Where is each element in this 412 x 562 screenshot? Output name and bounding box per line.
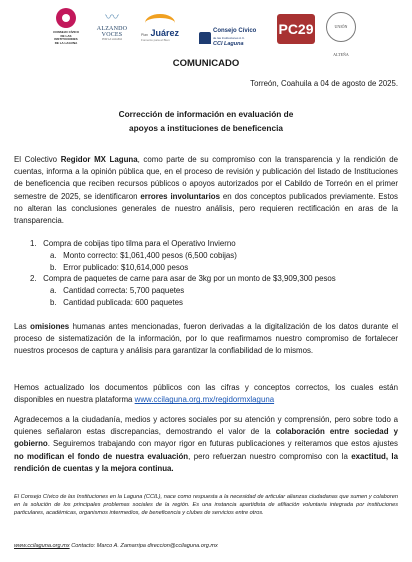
date-line: Torreón, Coahuila a 04 de agosto de 2025.	[250, 79, 398, 88]
list-item: 2. Compra de paquetes de carne para asar de 3kg por un monto de $3,909,300 pesos	[30, 274, 336, 284]
consejo-line3: CCI Laguna	[213, 41, 244, 48]
list-item: a. Monto correcto: $1,061,400 pesos (6,500 cobijas)	[50, 250, 237, 260]
list-item: 1. Compra de cobijas tipo tilma para el Operativo Invierno	[30, 239, 236, 248]
consejo-line2: de las Instituciones A.C.	[213, 35, 246, 40]
consejo-line1: Consejo Cívico	[213, 28, 257, 35]
ring-icon	[56, 8, 76, 28]
contact-text: Contacto: Marco A. Zamarripa direccion@ccilaguna.org.mx	[69, 543, 218, 549]
plan-juarez-text	[141, 28, 197, 38]
colaboracion-emphasis: colaboración entre sociedad y gobierno	[14, 427, 398, 449]
alzando-voces-name: ALZANDO VOCES	[96, 26, 128, 38]
cci-laguna-logo	[53, 8, 79, 48]
exactitud-emphasis: exactitud, la rendición de cuentas y la mejora continua.	[14, 451, 398, 473]
errores-emphasis: errores involuntarios	[140, 191, 221, 201]
plan-juarez-line1: Plan	[141, 33, 149, 37]
building-icon	[199, 32, 211, 44]
footer-contact	[14, 543, 218, 549]
cci-logo-text: CONSEJO CÍVICO DE LAS INSTITUCIONES DE LA LAGUNA	[53, 30, 79, 45]
plan-juarez-line2: Juárez	[150, 28, 180, 38]
consejo-civico-logo	[199, 18, 265, 58]
plan-juarez-logo	[141, 8, 197, 48]
list-item: b. Error publicado: $10,614,000 pesos	[50, 262, 189, 272]
union-altena-logo: UNIÓN ALTEÑA	[326, 12, 356, 42]
thanks-paragraph: Agradecemos a la ciudadanía, medios y actores sociales por su atención y comprensión, pero sobre todo a quienes señalaron estas discrepancias, demostrando el valor de la colaboración entre sociedad y gobierno. Seguiremos trabajando con mayor rigor en futuras publicaciones y reiteramos que estos ajustes no modifican el fondo de nuestra evaluación, pero refuerzan nuestro compromiso con la exactitud, la rendición de cuentas y la mejora continua.	[14, 415, 398, 473]
omisiones-emphasis: omisiones	[30, 322, 70, 331]
pc29-logo: PC29	[277, 14, 315, 44]
corrections-list	[30, 238, 390, 309]
subtitle-line-1: Corrección de información en evaluación de	[118, 109, 294, 119]
alzando-voces-sub: POR LA LAGUNA	[101, 38, 122, 41]
list-item: a. Cantidad correcta: 5,700 paquetes	[50, 286, 185, 296]
plan-juarez-sub: Fomento para el Bien	[141, 38, 170, 42]
update-paragraph: Hemos actualizado los documentos públicos con las cifras y conceptos correctos, los cuales están disponibles en nuestra plataforma www.ccilaguna.org.mx/regidormxlaguna	[14, 383, 398, 405]
colectivo-name: Regidor MX Laguna	[60, 155, 138, 164]
intro-paragraph: El Colectivo Regidor MX Laguna, como parte de su compromiso con la transparencia y la rendición de cuentas, informa a la opinión pública que, en el proceso de revisión y publicación del listado de Instituciones de beneficencia que reciben recursos públicos o apoyos autorizados por el Cabildo de Torreón en el primer semestre de 2025, se identificaron errores involuntarios en dos conceptos publicados previamente. Estos no alteran las conclusiones generales de nuestro análisis, pero requieren rectificación en aras de la transparencia.	[14, 155, 398, 226]
fondo-emphasis: no modifican el fondo de nuestra evaluación	[14, 451, 189, 461]
subtitle	[0, 108, 412, 135]
list-item: b. Cantidad publicada: 600 paquetes	[50, 297, 183, 307]
bird-icon: 〰	[105, 9, 119, 25]
platform-link[interactable]: www.ccilaguna.org.mx/regidormxlaguna	[134, 395, 275, 405]
page-title: COMUNICADO	[172, 58, 240, 69]
subtitle-line-2: apoyos a instituciones de beneficencia	[129, 122, 283, 133]
logo-strip	[0, 8, 412, 57]
footer-site-link[interactable]: www.ccilaguna.org.mx	[14, 543, 70, 549]
omisiones-paragraph: Las omisiones humanas antes mencionadas, fueron derivadas a la digitalización de los datos durante el proceso de sistematización de la información, por lo que reafirmamos nuestro compromiso de fortalecer nuestros procesos de captura y análisis para garantizar la confiabilidad de lo mismos.	[14, 322, 398, 356]
alzando-voces-logo	[86, 8, 138, 48]
footer-note: El Consejo Cívico de las Instituciones en la Laguna (CCIL), nace como respuesta a la necesidad de articular alianzas ciudadanas que sumen y colaboren en la solución de los principales problemas sociales de la región. Es una instancia apartidista de afiliación voluntaria integrada por instituciones particulares, académicas, organismos intermedios, de beneficencia y clubes de servicios entre otros.	[14, 494, 398, 516]
